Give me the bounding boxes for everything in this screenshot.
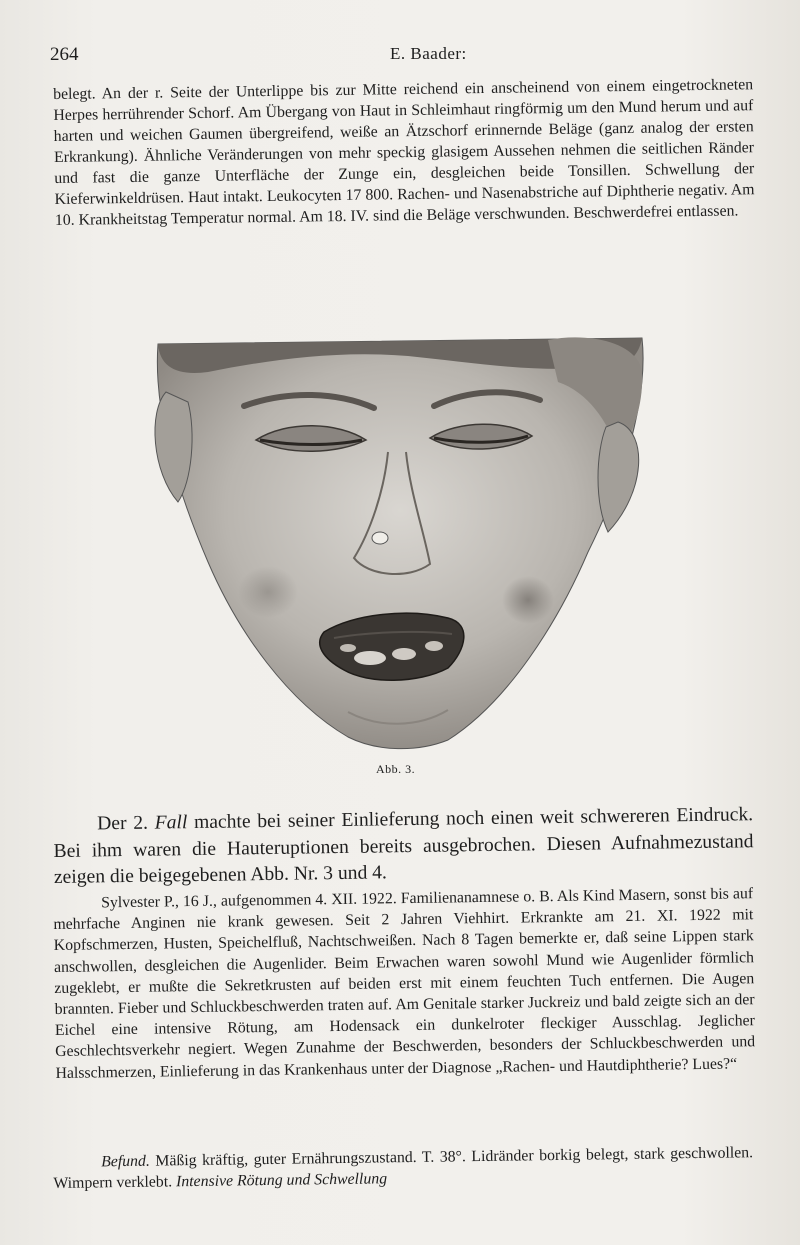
label-befund: Befund. (101, 1152, 150, 1171)
paragraph-case-2-history: Sylvester P., 16 J., aufgenommen 4. XII. 1922. Familienanamnese o. B. Als Kind Masern, sonst bis auf mehrfache Anginen nie krank gewesen. Seit 2 Jahren Viehhirt. Erkrankte am 21. XI. 1922 mit Kopfschmerzen, Husten, Speichelfluß, Nachtschweißen. Nach 8 Tagen bemerkte er, daß seine Lippen stark anschwollen, desgleichen die Augenlider. Beim Erwachen waren sowohl Mund wie Augenlider förmlich zugeklebt, er mußte die Sekretkrusten auf beiden erst mit einem feuchten Tuch entfernen. Die Augen brannten. Fieber und Schluckbeschwerden traten auf. Am Genitale starker Juckreiz und bald zeigte sich an der Eichel eine intensive Rötung, am Hodensack ein dunkelroter fleckiger Ausschlag. Jeglicher Geschlechtsverkehr negiert. Wegen Zunahme der Beschwerden, besonders der Schluckbeschwerden und Halsschmerzen, Einlieferung in das Krankenhaus unter der Diagnose „Rachen- und Hautdiphtherie? Lues?“ (53, 885, 756, 1082)
running-head: E. Baader: (390, 44, 467, 63)
paragraph-case-2-intro (53, 802, 754, 891)
paragraph-case-1-conclusion: belegt. An der r. Seite der Unterlippe bis zur Mitte reichend ein anscheinend von einem eingetrockneten Herpes herrührender Schorf. Am Übergang von Haut in Schleimhaut ringförmig um den Mund herum und auf harten und weichen Gaumen übergreifend, weiße an Ätzschorf erinnernde Beläge (ganz analog der ersten Erkrankung). Ähnliche Veränderungen von mehr speckig glasigem Aussehen nehmen die seitlichen Ränder und fast die ganze Unterfläche der Zunge ein, desgleichen beide Tonsillen. Schwellung der Kieferwinkeldrüsen. Haut intakt. Leukocyten 17 800. Rachen- und Nasenabstriche auf Diphtherie negativ. Am 10. Krankheitstag Temperatur normal. Am 18. IV. sind die Beläge verschwunden. Beschwerdefrei entlassen. (53, 76, 755, 229)
paragraph-case-2-findings (53, 1142, 754, 1194)
face-drawing (148, 332, 650, 750)
figure-caption: Abb. 3. (376, 762, 416, 776)
emphasis-findings: Intensive Rötung und Schwellung (175, 1170, 388, 1191)
figure-face-illustration (148, 332, 650, 750)
page-header (50, 44, 750, 70)
text-run: Der 2. (97, 812, 155, 835)
page-number: 264 (50, 44, 79, 65)
text-run: machte bei seiner Einlieferung noch einen weit schwereren Eindruck. Bei ihm waren die Hauteruptionen bereits ausgebrochen. Diesen Aufnahmezustand zeigen die beigegebenen Abb. Nr. 3 und 4. (53, 804, 754, 888)
emphasis-fall: Fall (154, 812, 188, 834)
text-run: Mäßig kräftig, guter Ernährungszustand. T. 38°. Lidränder borkig belegt, stark geschwollen. Wimpern verklebt. (53, 1144, 754, 1193)
